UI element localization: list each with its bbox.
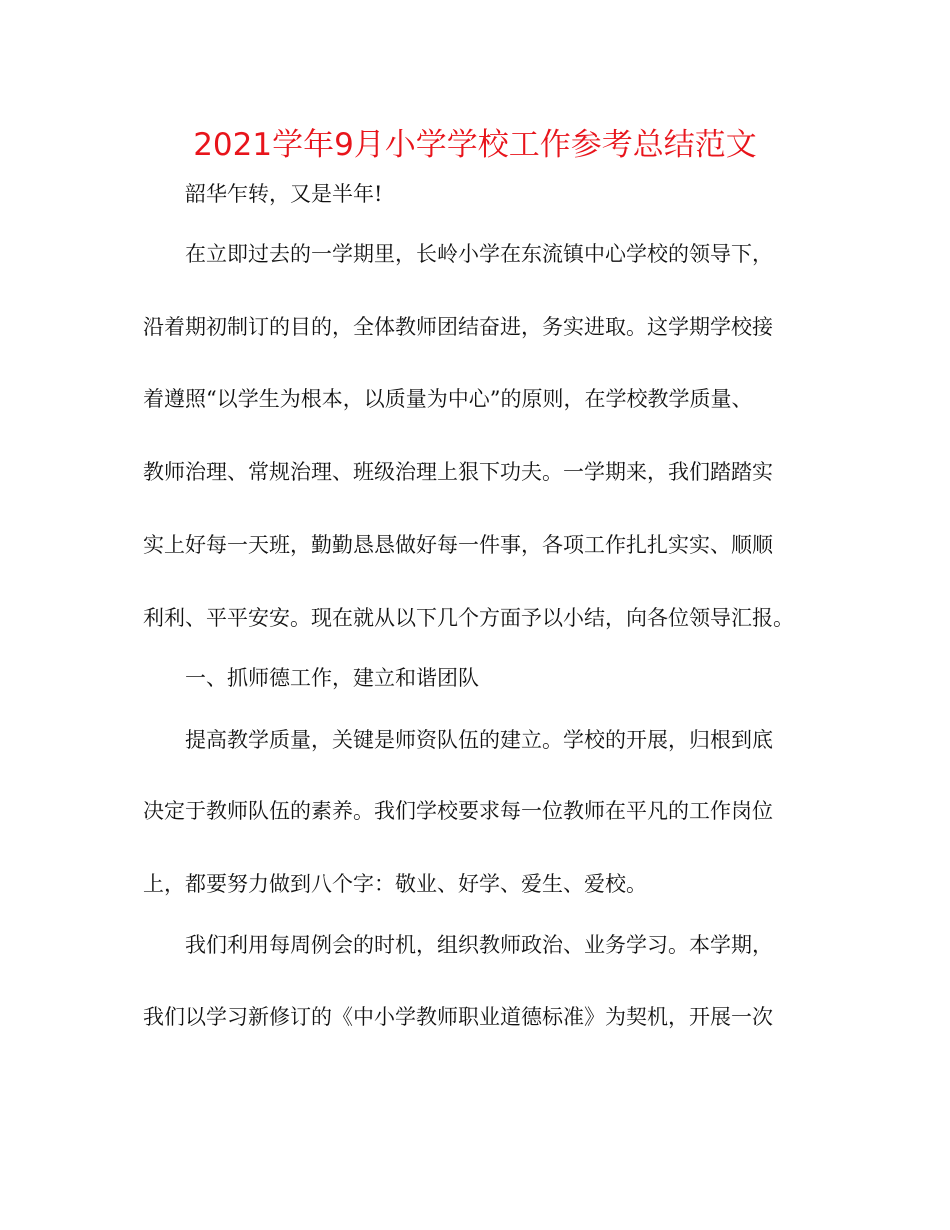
paragraph-line: 决定于教师队伍的素养。我们学校要求每一位教师在平凡的工作岗位 — [143, 799, 773, 823]
paragraph-line: 在立即过去的一学期里，长岭小学在东流镇中心学校的领导下， — [185, 242, 773, 266]
paragraph-line: 着遵照“以学生为根本，以质量为中心”的原则，在学校教学质量、 — [143, 387, 753, 411]
paragraph-line: 我们利用每周例会的时机，组织教师政治、业务学习。本学期， — [185, 933, 773, 957]
paragraph-line: 教师治理、常规治理、班级治理上狠下功夫。一学期来，我们踏踏实 — [143, 460, 773, 484]
document-title: 2021学年9月小学学校工作参考总结范文 — [193, 127, 757, 163]
paragraph-line: 上，都要努力做到八个字：敬业、好学、爱生、爱校。 — [143, 872, 647, 896]
paragraph-line: 利利、平平安安。现在就从以下几个方面予以小结，向各位领导汇报。 — [143, 606, 794, 630]
paragraph-line: 提高教学质量，关键是师资队伍的建立。学校的开展，归根到底 — [185, 728, 773, 752]
section-heading: 一、抓师德工作，建立和谐团队 — [185, 666, 479, 690]
paragraph-line: 实上好每一天班，勤勤恳恳做好每一件事，各项工作扎扎实实、顺顺 — [143, 533, 773, 557]
paragraph-line: 我们以学习新修订的《中小学教师职业道德标准》为契机，开展一次 — [143, 1005, 773, 1029]
paragraph-line: 韶华乍转，又是半年! — [185, 182, 383, 206]
paragraph-line: 沿着期初制订的目的，全体教师团结奋进，务实进取。这学期学校接 — [143, 315, 773, 339]
